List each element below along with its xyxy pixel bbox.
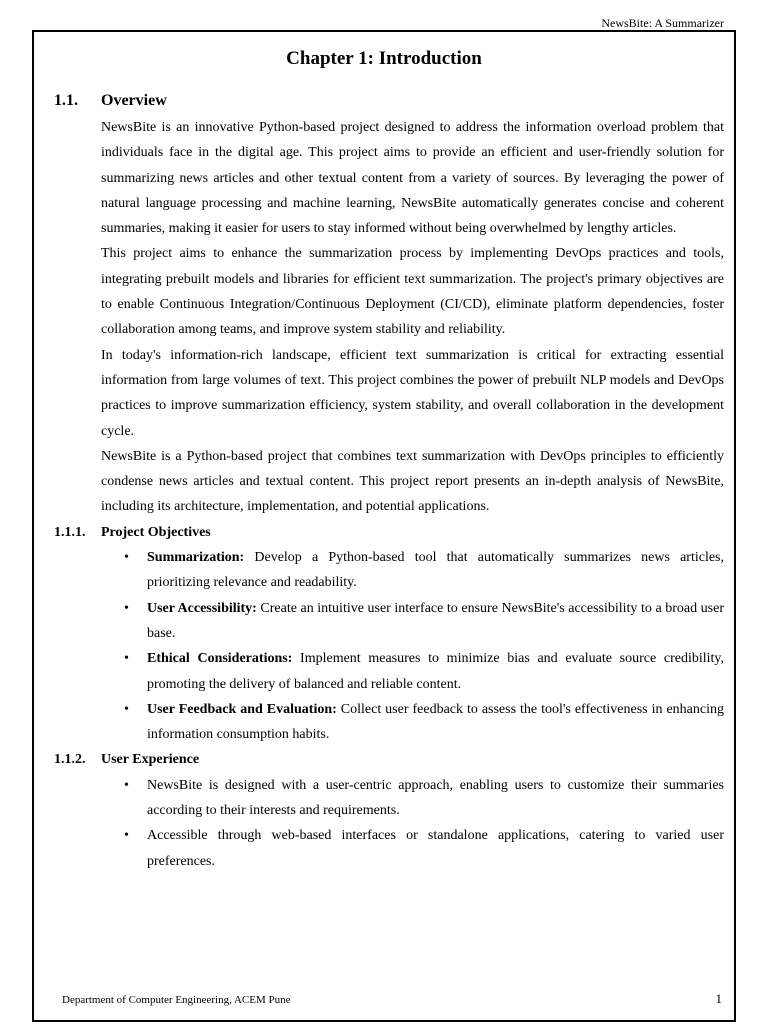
objective-term: User Feedback and Evaluation: [147, 701, 337, 717]
bullet-icon: • [124, 600, 129, 616]
bullet-icon: • [124, 828, 129, 844]
objective-term: Summarization: [147, 550, 245, 566]
bullet-icon: • [124, 701, 129, 717]
chapter-title: Chapter 1: Introduction [286, 48, 482, 69]
running-header: NewsBite: A Summarizer [601, 16, 724, 30]
objective-text: Implement measures to minimize bias and evaluate source credibility, promoting the delivery of balanced and reliable content. [147, 651, 724, 692]
list-item [124, 596, 724, 647]
subsection-heading-user-experience [54, 747, 724, 772]
overview-paragraph-1: NewsBite is an innovative Python-based project designed to address the information overload problem that individuals face in the digital age. This project aims to provide an efficient and user-friendly solution for summarizing news articles and other textual content from a variety of sources. By leveraging the power of natural language processing and machine learning, NewsBite automatically generates concise and coherent summaries, making it easier for users to stay informed without being overwhelmed by lengthy articles. [101, 120, 724, 237]
list-item-text: Accessible through web-based interfaces or standalone applications, catering to varied user preferences. [147, 828, 724, 869]
user-experience-list [124, 773, 724, 874]
footer-department: Department of Computer Engineering, ACEM Pune [62, 994, 291, 1006]
objective-term: Ethical Considerations: [147, 651, 293, 667]
objectives-list [124, 545, 724, 747]
page-number: 1 [715, 991, 722, 1006]
overview-paragraph-3: In today's information-rich landscape, efficient text summarization is critical for extracting essential information from large volumes of text. This project combines the power of prebuilt NLP models and DevOps practices to improve summarization efficiency, system stability, and overall collaboration in the development cycle. [101, 347, 724, 439]
objective-text: Collect user feedback to assess the tool's effectiveness in enhancing information consumption habits. [147, 701, 724, 743]
subsection-title: User Experience [101, 752, 200, 768]
section-title: Overview [101, 92, 167, 109]
subsection-number: 1.1.2. [54, 752, 86, 768]
list-item [124, 773, 724, 824]
list-item [124, 646, 724, 697]
list-item [124, 823, 724, 874]
overview-paragraph-4: NewsBite is a Python-based project that combines text summarization with DevOps principles to efficiently condense news articles and textual content. This project report presents an in-depth analysis of NewsBite, including its architecture, implementation, and potential applications. [101, 448, 724, 515]
section-number: 1.1. [54, 92, 78, 109]
subsection-title: Project Objectives [101, 524, 211, 540]
bullet-icon: • [124, 651, 129, 667]
list-item [124, 545, 724, 596]
overview-paragraph-2: This project aims to enhance the summarization process by implementing DevOps practices and tools, integrating prebuilt models and libraries for efficient text summarization. The project's primary objectives are to enable Continuous Integration/Continuous Deployment (CI/CD), eliminate platform dependencies, foster collaboration among teams, and improve system stability and reliability. [101, 246, 724, 338]
bullet-icon: • [124, 777, 129, 793]
list-item [124, 697, 724, 748]
objective-term: User Accessibility: [147, 600, 257, 616]
page-content [54, 90, 724, 874]
list-item-text: NewsBite is designed with a user-centric approach, enabling users to customize their summaries according to their interests and requirements. [147, 777, 724, 819]
objective-text: Develop a Python-based tool that automatically summarizes news articles, prioritizing relevance and readability. [147, 550, 724, 591]
subsection-number: 1.1.1. [54, 524, 86, 540]
subsection-heading-objectives [54, 520, 724, 545]
section-heading-overview [54, 90, 724, 112]
bullet-icon: • [124, 550, 129, 566]
objective-text: Create an intuitive user interface to ensure NewsBite's accessibility to a broad user base. [147, 600, 724, 641]
